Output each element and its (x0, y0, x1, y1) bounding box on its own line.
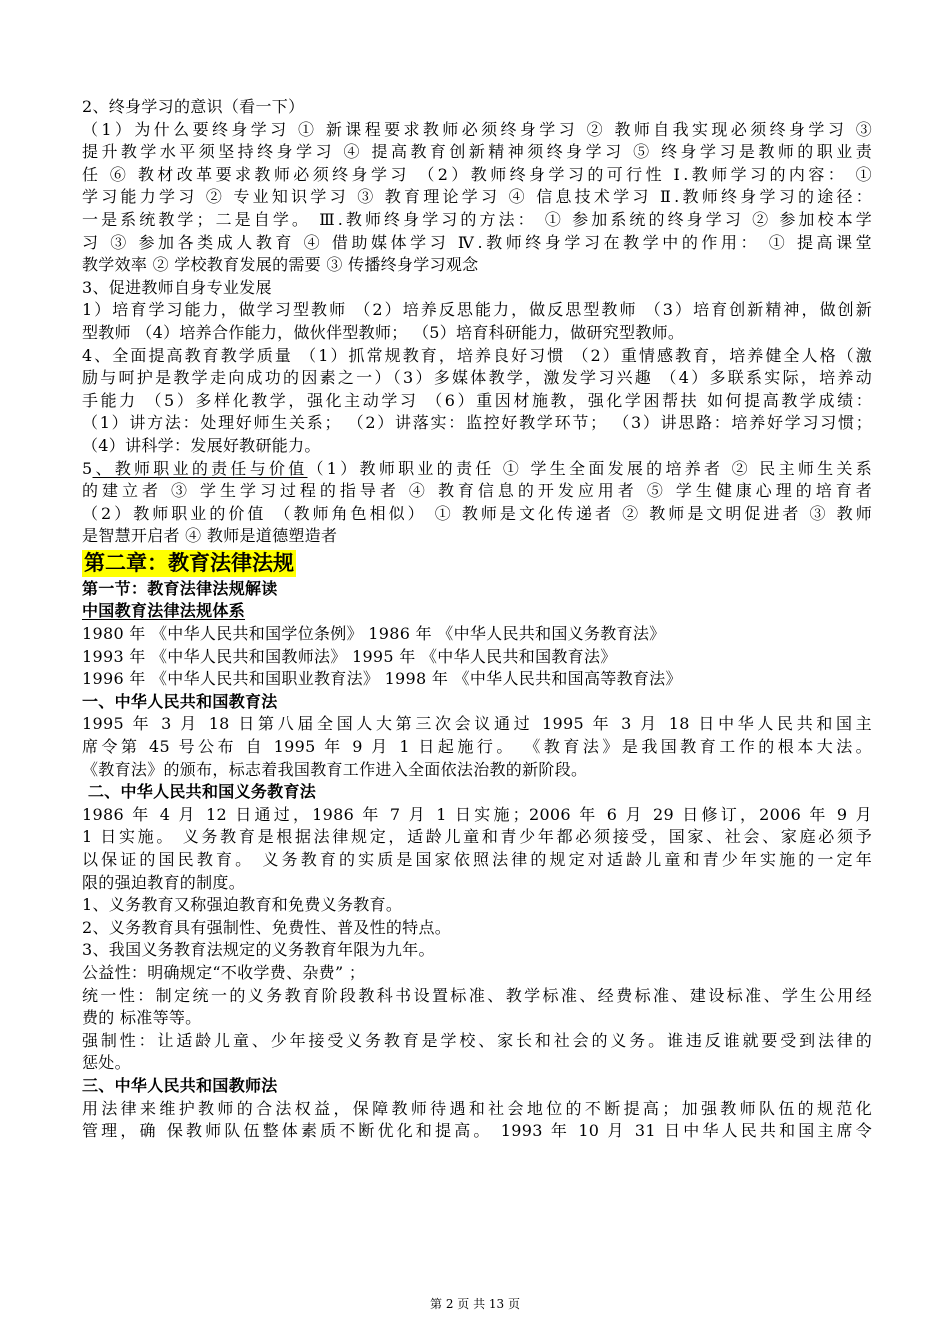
text-line: （1）讲方法：处理好师生关系； （2）讲落实：监控好教学环节； （3）讲思路：培养好学习习惯； (82, 413, 872, 433)
text-line: 2、义务教育具有强制性、免费性、普及性的特点。 (82, 917, 452, 937)
text-line: 习 ③ 参加各类成人教育 ④ 借助媒体学习 Ⅳ.教师终身学习在教学中的作用： ① 提高课堂 (82, 232, 872, 252)
chapter-title: 第二章：教育法律法规 (84, 550, 294, 575)
text-line: 学习能力学习 ② 专业知识学习 ③ 教育理论学习 ④ 信息技术学习 Ⅱ.教师终身学习的途径： (82, 187, 872, 207)
text-line: （2）教师职业的价值 （教师角色相似） ① 教师是文化传递者 ② 教师是文明促进者 ③ 教师 (82, 503, 872, 523)
item-number: 5 (82, 458, 93, 478)
text-line: 手能力 （5）多样化教学，强化主动学习 （6）重因材施教，强化学困帮扶 如何提高教学成绩： (82, 390, 872, 410)
text-line: 提升教学水平须坚持终身学习 ④ 提高教育创新精神须终身学习 ⑤ 终身学习是教师的职业责 (82, 142, 872, 162)
document-page (82, 96, 872, 1143)
compulsory-education-text (82, 804, 872, 1075)
law-line-3: 1996 年 《中华人民共和国职业教育法》 1998 年 《中华人民共和国高等教育法》 (82, 669, 682, 689)
text-line: 以保证的国民教育。 义务教育的实质是国家依照法律的规定对适龄儿童和青少年实施的一定年 (82, 850, 872, 869)
law-line-1: 1980 年 《中华人民共和国学位条例》 1986 年 《中华人民共和国义务教育法》 (82, 624, 666, 644)
section-teacher-value (82, 480, 872, 548)
heading-compulsory-education-law: 二、中华人民共和国义务教育法 (82, 782, 317, 802)
section-title: 第一节：教育法律法规解读 (82, 578, 278, 598)
text-line: 1986 年 4 月 12 日通过，1986 年 7 月 1 日实施；2006 年 6 月 29 日修订，2006 年 9 月 (82, 804, 872, 824)
text-line: 公益性：明确规定“不收学费、杂费” ； (82, 962, 366, 982)
text-line: （4）讲科学：发展好教研能力。 (82, 435, 321, 455)
text-line: 用法律来维护教师的合法权益，保障教师待遇和社会地位的不断提高；加强教师队伍的规范化 (82, 1098, 872, 1118)
system-title: 中国教育法律法规体系 (82, 601, 246, 621)
section-lifelong-learning (82, 96, 872, 458)
text-line: 教学效率 ② 学校教育发展的需要 ③ 传播终身学习观念 (82, 255, 479, 275)
text-line: 席令第 45 号公布 自 1995 年 9 月 1 日起施行。 《教育法》是我国教育工作的根本大法。 (82, 737, 872, 757)
text-line: 是智慧开启者 ④ 教师是道德塑造者 (82, 526, 338, 546)
text-line: （1）为什么要终身学习 ① 新课程要求教师必须终身学习 ② 教师自我实现必须终身学习 ③ (82, 119, 872, 139)
text-line: 限的强迫教育的制度。 (82, 872, 246, 892)
text-line: 4、全面提高教育教学质量 （1）抓常规教育，培养良好习惯 （2）重情感教育，培养健全人格（激 (82, 345, 872, 365)
text-line: 一是系统教学；二是自学。 Ⅲ.教师终身学习的方法： ① 参加系统的终身学习 ② 参加校本学 (82, 209, 872, 229)
text-line: 惩处。 (82, 1053, 131, 1073)
text-line: 强制性：让适龄儿童、少年接受义务教育是学校、家长和社会的义务。谁违反谁就要受到法律的 (82, 1030, 872, 1050)
text-line: 管理，确 保教师队伍整体素质不断优化和提高。 1993 年 10 月 31 日中华人民共和国主席令 (82, 1121, 872, 1141)
text-line: 1995 年 3 月 18 日第八届全国人大第三次会议通过 1995 年 3 月 18 日中华人民共和国主 (82, 714, 872, 734)
chapter-title-wrap (82, 550, 872, 577)
law-line-2: 1993 年 《中华人民共和国教师法》 1995 年 《中华人民共和国教育法》 (82, 646, 617, 666)
paragraph-teacher-duty (82, 458, 872, 481)
text-line: 1）培育学习能力，做学习型教师 （2）培养反思能力，做反思型教师 （3）培育创新精神，做创新 (82, 300, 872, 320)
text-line: 的建立者 ③ 学生学习过程的指导者 ④ 教育信息的开发应用者 ⑤ 学生健康心理的培育者 (82, 481, 872, 501)
text-line: 2、终身学习的意识（看一下） (82, 97, 305, 116)
text-line: 型教师 （4）培养合作能力，做伙伴型教师； （5）培育科研能力，做研究型教师。 (82, 322, 685, 342)
text-line: 统一性：制定统一的义务教育阶段教科书设置标准、教学标准、经费标准、建设标准、学生公用经 (82, 985, 872, 1005)
text-line: 《教育法》的颁布，标志着我国教育工作进入全面依法治教的新阶段。 (82, 759, 588, 779)
underlined-heading: 、教师职业的责任与价值 (92, 458, 308, 478)
heading-teachers-law: 三、中华人民共和国教师法 (82, 1075, 278, 1095)
education-law-text (82, 713, 872, 781)
text-line: 费的 标准等等。 (82, 1008, 202, 1028)
teachers-law-text (82, 1098, 872, 1143)
text-line: 3、我国义务教育法规定的义务教育年限为九年。 (82, 940, 435, 960)
text-line: 1 日实施。 义务教育是根据法律规定，适龄儿童和青少年都必须接受，国家、社会、家庭必须予 (82, 827, 872, 847)
text-line: 1、义务教育又称强迫教育和免费义务教育。 (82, 895, 403, 915)
text-line: 励与呵护是教学走向成功的因素之一）（3）多媒体教学，激发学习兴趣 （4）多联系实际，培养动 (82, 368, 872, 388)
page-footer: 第 2 页 共 13 页 (430, 1297, 520, 1311)
text-line: 任 ⑥ 教材改革要求教师必须终身学习 （2）教师终身学习的可行性 Ⅰ.教师学习的内容： ① (82, 164, 872, 184)
heading-education-law: 一、中华人民共和国教育法 (82, 691, 278, 711)
text-line: 3、促进教师自身专业发展 (82, 277, 272, 297)
paragraph-text: （1）教师职业的责任 ① 学生全面发展的培养者 ② 民主师生关系 (307, 458, 872, 478)
